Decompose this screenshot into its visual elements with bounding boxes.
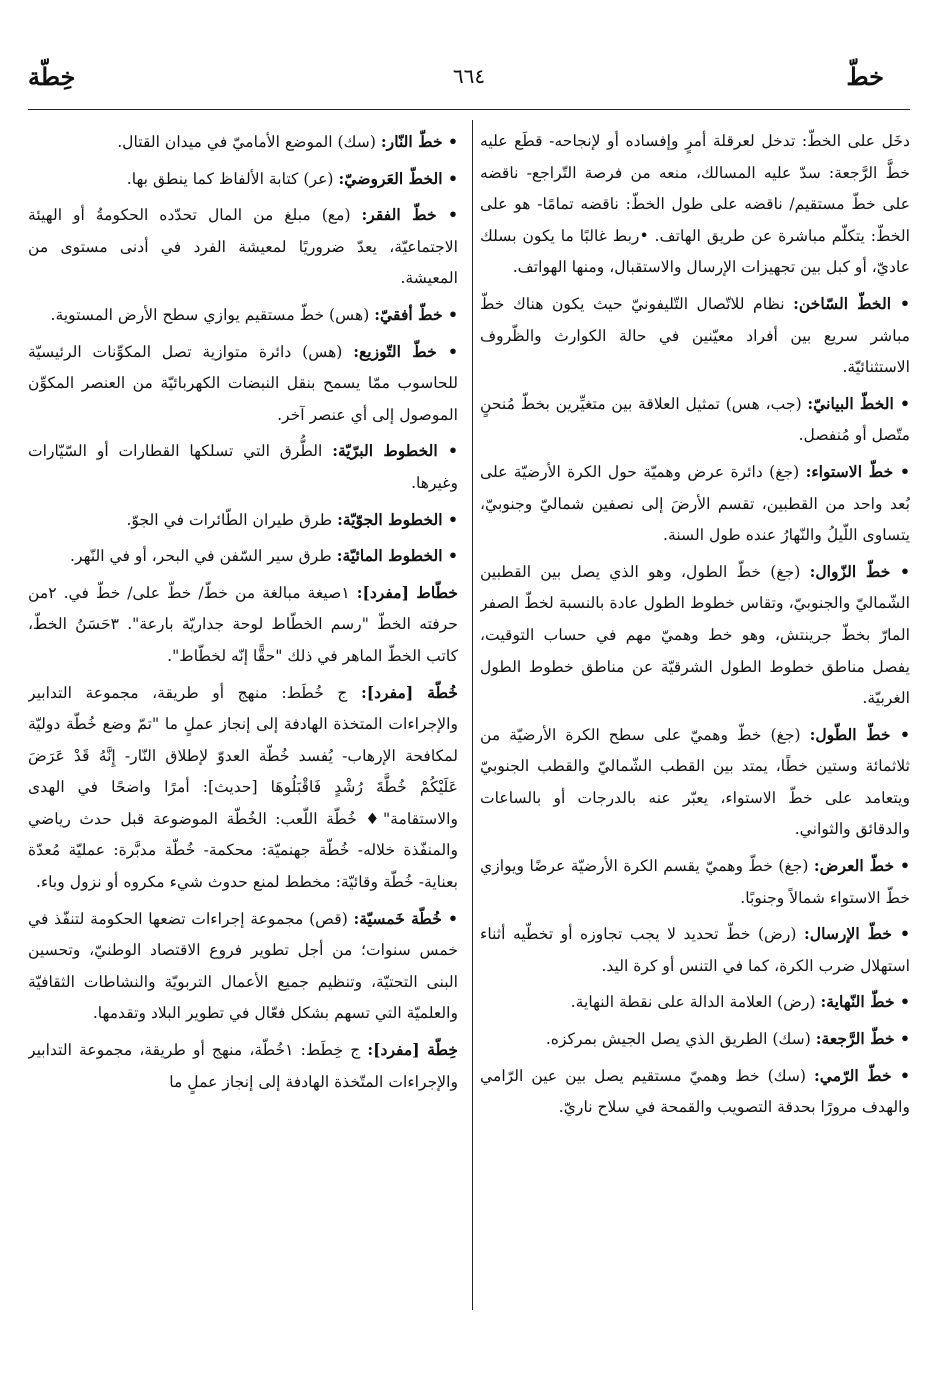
left-column <box>28 126 458 1312</box>
entry-headword: • الخطوط المائيّة: <box>336 546 458 566</box>
entry-headword: خطّاط [مفرد]: <box>356 582 458 602</box>
entry-definition: (قص) مجموعة إجراءات تضعها الحكومة لتنفّذ في خمس سنوات؛ من أجل تطوير فروع الاقتصاد الوطنيّ، وتحسين البنى التحتيّة، وتنظيم جميع الأعمال التربويّة والنشاطات الثقافيّة والعلميّة التي تسهم بشكل فعّال في تطوير البلاد وتقدمها. <box>28 909 458 1023</box>
dictionary-entry <box>480 388 910 452</box>
entry-definition: (جغ) خطّ الطول، وهو الذي يصل بين القطبين الشّماليّ والجنوبيّ، وتقاس خطوط الطول عادة بالنسبة لخطّ الصفر المارّ بخطّ جرينتش، وهو خط وهميّ مهم في حساب التوقيت، يفصل مناطق خطوط الطول الشرقيّة عن مناطق خطوط الطول الغربيّة. <box>480 562 910 708</box>
header-rule <box>28 109 910 110</box>
entry-headword: • خطّ النّار: <box>380 132 458 151</box>
column-divider <box>472 120 473 1310</box>
dictionary-entry <box>480 918 910 982</box>
dictionary-entry <box>480 556 910 715</box>
dictionary-entry <box>28 126 458 159</box>
dictionary-entry <box>28 163 458 196</box>
entry-definition: (مع) مبلغ من المال تحدّده الحكومةُ أو الهيئة الاجتماعيّة، يعدّ ضروريًا لمعيشة الفرد في أدنى مستوى من المعيشة. <box>28 206 458 288</box>
dictionary-entry <box>480 126 910 284</box>
entry-definition: (هس) خطّ مستقيم يوازي سطح الأرض المستوية. <box>50 305 370 324</box>
dictionary-entry <box>480 719 910 846</box>
entry-definition: (جب، هس) تمثيل العلاقة بين متغيِّرين بخطّ مُنحنٍ متّصل أو مُنفصل. <box>480 394 910 445</box>
entry-definition: ج خُطَط: منهج أو طريقة، مجموعة التدابير والإجراءات المتخذة الهادفة إلى إنجاز عملٍ ما "تمّ وضع خُطّة دوليّة لمكافحة الإرهاب- يُفسد خُطّة العدوّ لإطلاق النّار- إِنَّهُ قَدْ عَرَضَ عَلَيْكُمْ خُطَّةَ رُشْدٍ فَاقْبَلُوهَا [حديث]: أمرًا واضحًا في الهدى والاستقامة"♦ خُطّة اللّعب: الخُطّة الموضوعة قبل حدث رياضي والمنفّذة خلاله- خُطّة جهنميّة: محكمة- خُطّة مدبَّرة: عمليّة مُعدّة بعناية- خُطّة وقائيّة: مخطط لمنع حدوث شيء مكروه أو نزول وباء. <box>28 683 458 892</box>
entry-definition: (جغ) خطّ وهميّ يقسم الكرة الأرضيّة عرضًا ويوازي خطّ الاستواء شمالاً وجنوبًا. <box>480 857 910 907</box>
right-column <box>480 126 910 1312</box>
entry-headword: • خطّ الطّول: <box>809 724 910 744</box>
entry-headword: • خطّ الرَّجعة: <box>815 1029 910 1049</box>
entry-definition: طرق طيران الطّائرات في الجوّ. <box>126 510 333 529</box>
entry-headword: • الخطّ البيانيّ: <box>807 393 910 413</box>
entry-headword: • خطّ العرض: <box>813 856 910 876</box>
entry-definition: طرق سير السّفن في البحر، أو في النّهر. <box>70 547 332 566</box>
entry-definition: (جغ) خطّ وهميّ على سطح الكرة الأرضيّة من ثلاثمائة وستين خطًا، يمتد بين القطب الشّماليّ والقطب الجنوبيّ ويتعامد على خطّ الاستواء، يعبّر عنه بالدرجات أو بالساعات والدقائق والثواني. <box>480 725 910 839</box>
dictionary-entry <box>480 288 910 384</box>
entry-definition: (عر) كتابة الألفاظ كما ينطق بها. <box>126 169 334 188</box>
entry-definition: دخَل على الخطّ: تدخل لعرقلة أمرٍ وإفساده أو لإنجاحه- قطَع عليه خطَّ الرَّجعة: سدّ عليه المسالك، منعه من فرصة التّراجع- ناقضه على خطّ مستقيم/ ناقضه على طول الخطّ: ناقضه تمامًا- هو على الخطّ: يتكلّم مباشرة عن طريق الهاتف. •ربط غالبًا ما يكون بسلك عاديّ، أو كبل بين تجهيزات الإرسال والاستقبال، ومنها الهواتف. <box>480 132 910 277</box>
entry-headword: • الخطّ السّاخن: <box>793 293 910 313</box>
entry-headword: • خطّ الاستواء: <box>805 461 910 481</box>
entry-definition: (سك) خط وهميّ مستقيم يصل بين عين الرّامي والهدف مرورًا بحدقة التصويب والقمحة في سلاح ناريّ. <box>480 1066 910 1117</box>
dictionary-entry <box>28 504 458 537</box>
entry-definition: (سك) الموضع الأماميّ في ميدان القتال. <box>117 133 376 151</box>
entry-headword: • الخطوط الجوّيّة: <box>337 509 458 529</box>
page-number: ٦٦٤ <box>452 64 486 88</box>
dictionary-entry <box>28 903 458 1030</box>
dictionary-entry <box>480 1060 910 1124</box>
entry-headword: • خطّ التّوزيع: <box>353 341 458 361</box>
entry-definition: (رض) خطّ تحديد لا يجب تجاوزه أو تخطّيه أثناء استهلال ضرب الكرة، كما في التنس أو كرة اليد. <box>480 925 910 975</box>
header-left-word: خِطّة <box>28 62 76 91</box>
header-right-word: خطّ <box>846 62 884 91</box>
entry-headword: • خطّ النّهاية: <box>820 992 910 1012</box>
entry-headword: • خطّ الرّمي: <box>813 1065 910 1085</box>
entry-definition: ١صيغة مبالغة من خطّ/ خطّ على/ خطّ في. ٢من حرفته الخطّ "رسم الخطّاط لوحة جداريّة بارعة". ٣حَسَنُ الخطّ، كاتب الخطّ الماهر في ذلك "حقًّا إنّه لخطّاط". <box>28 583 458 665</box>
entry-headword: • الخطوط البرّيّة: <box>332 441 458 461</box>
dictionary-entry <box>28 299 458 332</box>
entry-definition: (رض) العلامة الدالة على نقطة النهاية. <box>570 993 816 1012</box>
entry-headword: • خطّ الفقر: <box>361 205 458 225</box>
entry-headword: • خُطّة خَمسيّة: <box>353 908 458 928</box>
dictionary-entry <box>480 1023 910 1056</box>
entry-definition: (سك) الطريق الذي يصل الجيش بمركزه. <box>545 1030 811 1049</box>
dictionary-entry <box>480 850 910 914</box>
entry-definition: ج خِطَط: ١خُطّة، منهج أو طريقة، مجموعة التدابير والإجراءات المتّخذة الهادفة إلى إنجاز عملٍ ما <box>28 1041 458 1091</box>
entry-headword: • خطّ الزّوال: <box>809 561 910 581</box>
dictionary-entry <box>28 540 458 573</box>
entry-definition: نظام للاتّصال التّليفونيّ حيث يكون هناك خطّ مباشر سريع بين أفراد معيّنين في حالة الكوارث والظّروف الاستثنائيّة. <box>480 294 910 377</box>
dictionary-entry <box>28 336 458 432</box>
entry-headword: • خطّ الإرسال: <box>804 924 910 944</box>
dictionary-entry <box>28 199 458 295</box>
dictionary-entry <box>480 456 910 552</box>
dictionary-entry <box>28 435 458 499</box>
entry-definition: (جغ) دائرة عرض وهميّة حول الكرة الأرضيّة على بُعد واحد من القطبين، تقسم الأرضَ إلى نصفين شماليّ وجنوبيّ، يتساوى اللّيلُ والنّهارُ عنده طول السنة. <box>480 462 910 545</box>
entry-headword: • الخطّ العَروضيّ: <box>338 168 458 188</box>
entry-definition: الطُّرق التي تسلكها القطارات أو السّيّارات وغيرها. <box>28 442 458 492</box>
dictionary-entry <box>28 677 458 899</box>
entry-headword: خُطّة [مفرد]: <box>360 682 458 702</box>
entry-headword: • خطّ أفقيّ: <box>374 304 458 324</box>
dictionary-entry <box>28 577 458 673</box>
entry-headword: خِطّة [مفرد]: <box>367 1040 458 1060</box>
entry-definition: (هس) دائرة متوازية تصل المكوِّنات الرئيسيّة للحاسوب ممّا يسمح بنقل النبضات الكهربائيّة من العنصر المكوِّن الموصول إلى أي عنصر آخر. <box>28 342 458 424</box>
dictionary-entry <box>28 1034 458 1098</box>
dictionary-entry <box>480 986 910 1019</box>
